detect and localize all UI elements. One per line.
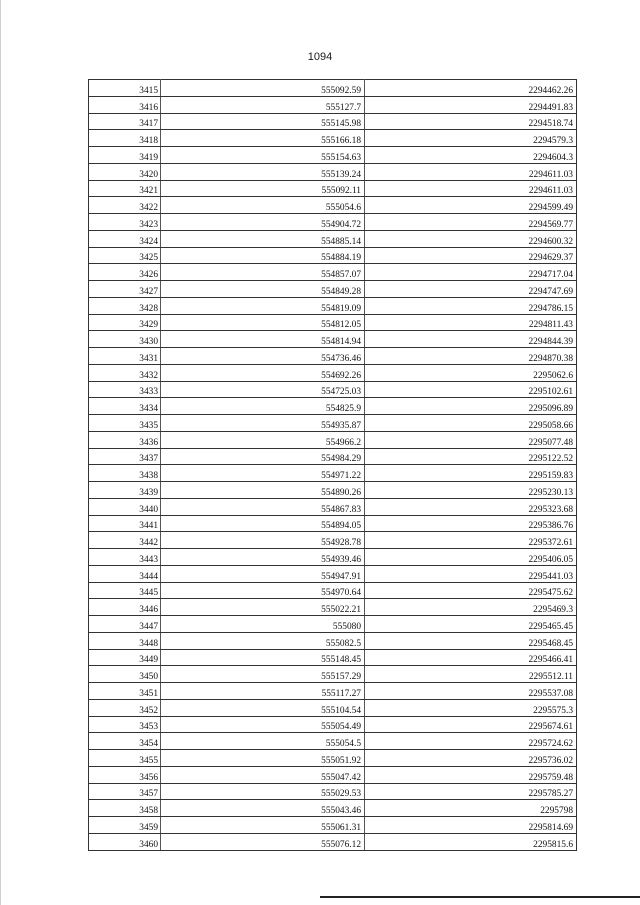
scan-edge <box>0 0 1 905</box>
point-number-cell: 3441 <box>89 515 161 532</box>
point-number-cell: 3444 <box>89 565 161 582</box>
table-row <box>89 683 577 700</box>
x-coordinate-cell: 554692.26 <box>161 364 365 381</box>
table-row <box>89 247 577 264</box>
table-row <box>89 314 577 331</box>
table-row <box>89 750 577 767</box>
x-coordinate-cell: 555157.29 <box>161 666 365 683</box>
table-row <box>89 565 577 582</box>
x-coordinate-cell: 554857.07 <box>161 264 365 281</box>
x-coordinate-cell: 554904.72 <box>161 214 365 231</box>
x-coordinate-cell: 555054.49 <box>161 716 365 733</box>
y-coordinate-cell: 2294717.04 <box>365 264 577 281</box>
point-number-cell: 3421 <box>89 180 161 197</box>
x-coordinate-cell: 554814.94 <box>161 331 365 348</box>
table-row <box>89 163 577 180</box>
x-coordinate-cell: 554935.87 <box>161 415 365 432</box>
table-row <box>89 180 577 197</box>
point-number-cell: 3428 <box>89 297 161 314</box>
x-coordinate-cell: 554849.28 <box>161 281 365 298</box>
table-row <box>89 515 577 532</box>
table-row <box>89 549 577 566</box>
x-coordinate-cell: 555154.63 <box>161 147 365 164</box>
point-number-cell: 3430 <box>89 331 161 348</box>
y-coordinate-cell: 2295062.6 <box>365 364 577 381</box>
point-number-cell: 3447 <box>89 616 161 633</box>
point-number-cell: 3455 <box>89 750 161 767</box>
x-coordinate-cell: 555054.5 <box>161 733 365 750</box>
point-number-cell: 3432 <box>89 364 161 381</box>
point-number-cell: 3415 <box>89 80 161 97</box>
table-row <box>89 649 577 666</box>
x-coordinate-cell: 554725.03 <box>161 381 365 398</box>
y-coordinate-cell: 2294844.39 <box>365 331 577 348</box>
x-coordinate-cell: 554947.91 <box>161 565 365 582</box>
point-number-cell: 3436 <box>89 431 161 448</box>
x-coordinate-cell: 554966.2 <box>161 431 365 448</box>
y-coordinate-cell: 2294491.83 <box>365 96 577 113</box>
x-coordinate-cell: 555054.6 <box>161 197 365 214</box>
y-coordinate-cell: 2295096.89 <box>365 398 577 415</box>
table-row <box>89 113 577 130</box>
x-coordinate-cell: 555047.42 <box>161 766 365 783</box>
point-number-cell: 3437 <box>89 448 161 465</box>
table-row <box>89 783 577 800</box>
table-row <box>89 214 577 231</box>
point-number-cell: 3417 <box>89 113 161 130</box>
y-coordinate-cell: 2295372.61 <box>365 532 577 549</box>
table-row <box>89 264 577 281</box>
table-row <box>89 699 577 716</box>
point-number-cell: 3456 <box>89 766 161 783</box>
point-number-cell: 3427 <box>89 281 161 298</box>
table-row <box>89 364 577 381</box>
point-number-cell: 3446 <box>89 599 161 616</box>
x-coordinate-cell: 555127.7 <box>161 96 365 113</box>
table-row <box>89 381 577 398</box>
table-row <box>89 599 577 616</box>
y-coordinate-cell: 2294462.26 <box>365 80 577 97</box>
point-number-cell: 3453 <box>89 716 161 733</box>
point-number-cell: 3422 <box>89 197 161 214</box>
x-coordinate-cell: 554894.05 <box>161 515 365 532</box>
point-number-cell: 3431 <box>89 348 161 365</box>
y-coordinate-cell: 2294811.43 <box>365 314 577 331</box>
table-row <box>89 498 577 515</box>
x-coordinate-cell: 555029.53 <box>161 783 365 800</box>
y-coordinate-cell: 2295058.66 <box>365 415 577 432</box>
y-coordinate-cell: 2294604.3 <box>365 147 577 164</box>
x-coordinate-cell: 555082.5 <box>161 632 365 649</box>
page-number: 1094 <box>307 51 333 63</box>
y-coordinate-cell: 2294629.37 <box>365 247 577 264</box>
table-row <box>89 716 577 733</box>
y-coordinate-cell: 2295475.62 <box>365 582 577 599</box>
table-row <box>89 281 577 298</box>
point-number-cell: 3458 <box>89 800 161 817</box>
point-number-cell: 3438 <box>89 465 161 482</box>
table-row <box>89 582 577 599</box>
x-coordinate-cell: 554819.09 <box>161 297 365 314</box>
y-coordinate-cell: 2295159.83 <box>365 465 577 482</box>
x-coordinate-cell: 555148.45 <box>161 649 365 666</box>
point-number-cell: 3423 <box>89 214 161 231</box>
table-row <box>89 800 577 817</box>
y-coordinate-cell: 2295122.52 <box>365 448 577 465</box>
x-coordinate-cell: 555117.27 <box>161 683 365 700</box>
point-number-cell: 3450 <box>89 666 161 683</box>
y-coordinate-cell: 2295724.62 <box>365 733 577 750</box>
table-row <box>89 96 577 113</box>
x-coordinate-cell: 555022.21 <box>161 599 365 616</box>
x-coordinate-cell: 554867.83 <box>161 498 365 515</box>
x-coordinate-cell: 555104.54 <box>161 699 365 716</box>
point-number-cell: 3418 <box>89 130 161 147</box>
point-number-cell: 3454 <box>89 733 161 750</box>
point-number-cell: 3459 <box>89 817 161 834</box>
x-coordinate-cell: 555061.31 <box>161 817 365 834</box>
y-coordinate-cell: 2295759.48 <box>365 766 577 783</box>
x-coordinate-cell: 554939.46 <box>161 549 365 566</box>
point-number-cell: 3433 <box>89 381 161 398</box>
y-coordinate-cell: 2295441.03 <box>365 565 577 582</box>
x-coordinate-cell: 555166.18 <box>161 130 365 147</box>
table-row <box>89 80 577 97</box>
table-row <box>89 482 577 499</box>
y-coordinate-cell: 2294599.49 <box>365 197 577 214</box>
table-row <box>89 465 577 482</box>
y-coordinate-cell: 2295785.27 <box>365 783 577 800</box>
coordinates-table-body <box>89 80 577 851</box>
table-row <box>89 616 577 633</box>
point-number-cell: 3448 <box>89 632 161 649</box>
table-row <box>89 833 577 850</box>
x-coordinate-cell: 555092.59 <box>161 80 365 97</box>
y-coordinate-cell: 2294747.69 <box>365 281 577 298</box>
y-coordinate-cell: 2295077.48 <box>365 431 577 448</box>
table-row <box>89 331 577 348</box>
y-coordinate-cell: 2295674.61 <box>365 716 577 733</box>
point-number-cell: 3424 <box>89 230 161 247</box>
point-number-cell: 3425 <box>89 247 161 264</box>
table-row <box>89 532 577 549</box>
y-coordinate-cell: 2294569.77 <box>365 214 577 231</box>
table-row <box>89 398 577 415</box>
coordinates-table <box>88 79 577 851</box>
y-coordinate-cell: 2295465.45 <box>365 616 577 633</box>
x-coordinate-cell: 554984.29 <box>161 448 365 465</box>
point-number-cell: 3457 <box>89 783 161 800</box>
x-coordinate-cell: 554736.46 <box>161 348 365 365</box>
x-coordinate-cell: 554971.22 <box>161 465 365 482</box>
x-coordinate-cell: 555092.11 <box>161 180 365 197</box>
point-number-cell: 3426 <box>89 264 161 281</box>
y-coordinate-cell: 2295512.11 <box>365 666 577 683</box>
y-coordinate-cell: 2295406.05 <box>365 549 577 566</box>
y-coordinate-cell: 2295102.61 <box>365 381 577 398</box>
y-coordinate-cell: 2294870.38 <box>365 348 577 365</box>
table-row <box>89 230 577 247</box>
point-number-cell: 3416 <box>89 96 161 113</box>
y-coordinate-cell: 2294600.32 <box>365 230 577 247</box>
x-coordinate-cell: 554970.64 <box>161 582 365 599</box>
x-coordinate-cell: 554884.19 <box>161 247 365 264</box>
point-number-cell: 3434 <box>89 398 161 415</box>
point-number-cell: 3440 <box>89 498 161 515</box>
table-row <box>89 415 577 432</box>
table-row <box>89 348 577 365</box>
y-coordinate-cell: 2295736.02 <box>365 750 577 767</box>
x-coordinate-cell: 555051.92 <box>161 750 365 767</box>
y-coordinate-cell: 2294579.3 <box>365 130 577 147</box>
table-row <box>89 733 577 750</box>
point-number-cell: 3445 <box>89 582 161 599</box>
x-coordinate-cell: 555080 <box>161 616 365 633</box>
x-coordinate-cell: 555043.46 <box>161 800 365 817</box>
y-coordinate-cell: 2294611.03 <box>365 163 577 180</box>
table-row <box>89 431 577 448</box>
y-coordinate-cell: 2295466.41 <box>365 649 577 666</box>
footer-rule <box>320 896 640 898</box>
y-coordinate-cell: 2294611.03 <box>365 180 577 197</box>
x-coordinate-cell: 554885.14 <box>161 230 365 247</box>
y-coordinate-cell: 2295537.08 <box>365 683 577 700</box>
table-row <box>89 297 577 314</box>
point-number-cell: 3420 <box>89 163 161 180</box>
x-coordinate-cell: 554825.9 <box>161 398 365 415</box>
table-row <box>89 766 577 783</box>
point-number-cell: 3429 <box>89 314 161 331</box>
table-row <box>89 632 577 649</box>
y-coordinate-cell: 2295798 <box>365 800 577 817</box>
y-coordinate-cell: 2295814.69 <box>365 817 577 834</box>
x-coordinate-cell: 554890.26 <box>161 482 365 499</box>
point-number-cell: 3449 <box>89 649 161 666</box>
point-number-cell: 3443 <box>89 549 161 566</box>
point-number-cell: 3460 <box>89 833 161 850</box>
table-row <box>89 130 577 147</box>
point-number-cell: 3442 <box>89 532 161 549</box>
table-row <box>89 147 577 164</box>
point-number-cell: 3439 <box>89 482 161 499</box>
point-number-cell: 3451 <box>89 683 161 700</box>
x-coordinate-cell: 554928.78 <box>161 532 365 549</box>
table-row <box>89 448 577 465</box>
table-row <box>89 666 577 683</box>
table-row <box>89 197 577 214</box>
y-coordinate-cell: 2295815.6 <box>365 833 577 850</box>
point-number-cell: 3452 <box>89 699 161 716</box>
y-coordinate-cell: 2295230.13 <box>365 482 577 499</box>
y-coordinate-cell: 2295323.68 <box>365 498 577 515</box>
x-coordinate-cell: 555076.12 <box>161 833 365 850</box>
y-coordinate-cell: 2294786.15 <box>365 297 577 314</box>
x-coordinate-cell: 555145.98 <box>161 113 365 130</box>
y-coordinate-cell: 2295386.76 <box>365 515 577 532</box>
y-coordinate-cell: 2295468.45 <box>365 632 577 649</box>
table-row <box>89 817 577 834</box>
point-number-cell: 3435 <box>89 415 161 432</box>
point-number-cell: 3419 <box>89 147 161 164</box>
x-coordinate-cell: 555139.24 <box>161 163 365 180</box>
y-coordinate-cell: 2295575.3 <box>365 699 577 716</box>
y-coordinate-cell: 2294518.74 <box>365 113 577 130</box>
y-coordinate-cell: 2295469.3 <box>365 599 577 616</box>
x-coordinate-cell: 554812.05 <box>161 314 365 331</box>
